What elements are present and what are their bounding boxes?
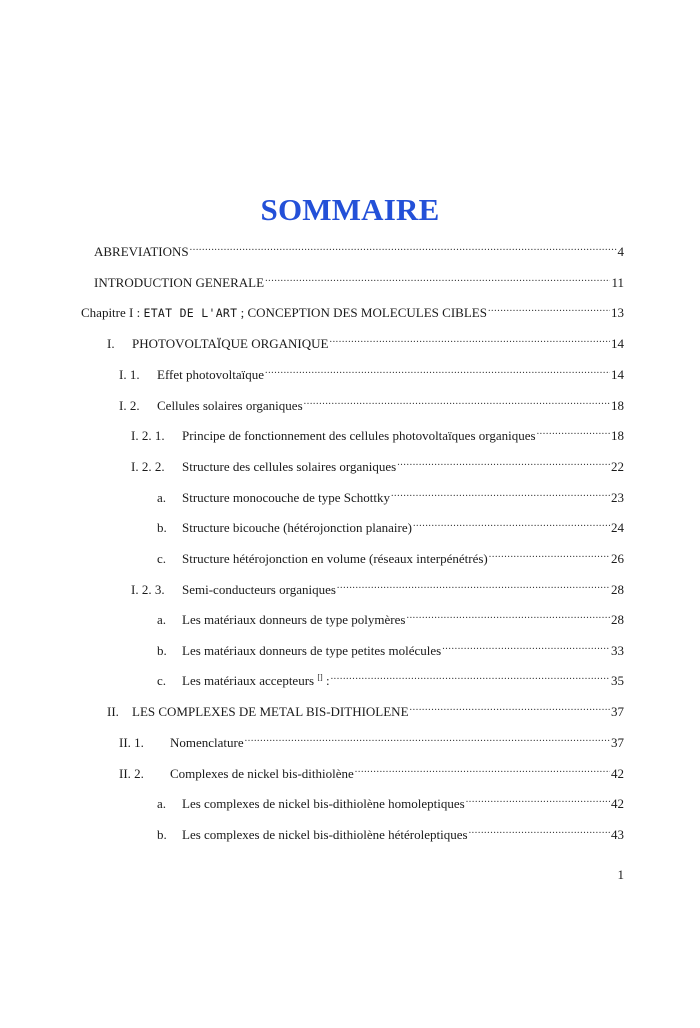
chapter-prefix: Chapitre I : [81, 305, 144, 320]
toc-leader-dots [355, 760, 610, 778]
toc-entry-page: 14 [611, 336, 624, 351]
toc-entry-label: ABREVIATIONS [94, 244, 189, 259]
toc-leader-dots [466, 790, 610, 808]
toc-entry-page: 23 [611, 490, 624, 505]
toc-entry-page: 42 [611, 796, 624, 811]
toc-entry-label: Structure des cellules solaires organiques [182, 459, 397, 474]
page-title: SOMMAIRE [260, 192, 440, 227]
toc-leader-dots [304, 392, 610, 410]
toc-entry-number: b. [157, 827, 167, 842]
toc-entry-number: a. [157, 612, 167, 627]
toc-entry-page: 18 [611, 398, 624, 413]
toc-leader-dots [329, 330, 610, 348]
toc-entry-page: 42 [611, 766, 624, 781]
toc-entry-page: 18 [611, 428, 624, 443]
toc-entry-abreviations[interactable] [94, 238, 624, 259]
toc-entry-number: II. [107, 704, 119, 719]
toc-entry-section-2-1[interactable] [119, 729, 624, 750]
toc-entry-label: Nomenclature [170, 735, 244, 750]
toc-leader-dots [406, 606, 610, 624]
toc-entry-label: Les matériaux donneurs de type polymères [182, 612, 406, 627]
toc-leader-dots [190, 238, 617, 256]
toc-entry-page: 22 [611, 459, 624, 474]
toc-entry-label: Structure bicouche (hétérojonction planaire) [182, 520, 412, 535]
toc-entry-label: Structure monocouche de type Schottky [182, 490, 390, 505]
toc-entry-page: 37 [611, 704, 624, 719]
page-number: 1 [617, 867, 624, 882]
toc-entry-section-1-2-1[interactable] [131, 422, 624, 443]
toc-entry-label: PHOTOVOLTAÏQUE ORGANIQUE [132, 336, 329, 351]
toc-entry-label: Semi-conducteurs organiques [182, 582, 336, 597]
toc-entry-number: a. [157, 490, 167, 505]
toc-entry-label: LES COMPLEXES DE METAL BIS-DITHIOLENE [132, 704, 409, 719]
toc-entry-section-2-2[interactable] [119, 760, 624, 781]
toc-entry-2-2-b[interactable] [157, 821, 624, 842]
toc-entry-page: 37 [611, 735, 624, 750]
toc-leader-dots [245, 729, 610, 747]
toc-entry-section-1[interactable] [107, 330, 624, 351]
toc-entry-label-text: Les matériaux accepteurs [182, 673, 315, 688]
toc-entry-label [182, 672, 330, 690]
toc-entry-number: I. 2. 2. [131, 459, 165, 474]
toc-entry-label: Les matériaux donneurs de type petites molécules [182, 643, 442, 658]
chapter-title-mono: ETAT DE L'ART [143, 306, 238, 320]
toc-entry-1-2-3-a[interactable] [157, 606, 624, 627]
toc-entry-page: 14 [611, 367, 624, 382]
toc-entry-label: Les complexes de nickel bis-dithiolène hétéroleptiques [182, 827, 468, 842]
toc-entry-number: I. 2. [119, 398, 140, 413]
toc-entry-section-2[interactable] [107, 698, 624, 719]
toc-entry-number: II. 2. [119, 766, 144, 781]
toc-leader-dots [489, 545, 610, 563]
toc-entry-number: a. [157, 796, 167, 811]
toc-entry-label: Effet photovoltaïque [157, 367, 264, 382]
toc-leader-dots [265, 361, 610, 379]
toc-entry-label: Cellules solaires organiques [157, 398, 303, 413]
toc-leader-dots [488, 299, 610, 317]
toc-leader-dots [413, 514, 610, 532]
toc-leader-dots [469, 821, 610, 839]
chapter-title-suffix: ; CONCEPTION DES MOLECULES CIBLES [237, 305, 487, 320]
toc-entry-label: Principe de fonctionnement des cellules photovoltaïques organiques [182, 428, 536, 443]
toc-leader-dots [331, 667, 610, 685]
toc-entry-number: c. [157, 551, 167, 566]
toc-entry-page: 28 [611, 612, 624, 627]
toc-entry-number: b. [157, 643, 167, 658]
toc-entry-label: Les complexes de nickel bis-dithiolène homoleptiques [182, 796, 465, 811]
toc-entry-number: I. 2. 3. [131, 582, 165, 597]
toc-entry-page: 35 [611, 673, 624, 688]
toc-entry-chapitre-1[interactable] [81, 299, 624, 320]
toc-entry-label: INTRODUCTION GENERALE [94, 275, 265, 290]
toc-entry-label-colon: : [322, 673, 330, 688]
toc-entry-1-2-2-c[interactable] [157, 545, 624, 566]
toc-entry-number: II. 1. [119, 735, 144, 750]
toc-entry-section-1-2-3[interactable] [131, 576, 624, 597]
toc-entry-1-2-2-a[interactable] [157, 484, 624, 505]
toc-entry-label: Complexes de nickel bis-dithiolène [170, 766, 354, 781]
toc-entry-page: 4 [617, 244, 624, 259]
toc-entry-page: 28 [611, 582, 624, 597]
toc-entry-1-2-3-b[interactable] [157, 637, 624, 658]
toc-leader-dots [391, 484, 610, 502]
citation-marker: [] [317, 673, 323, 682]
toc-entry-page: 43 [611, 827, 624, 842]
toc-entry-introduction[interactable] [94, 269, 624, 290]
toc-entry-page: 13 [611, 305, 624, 320]
toc-leader-dots [337, 576, 610, 594]
toc-entry-page: 33 [611, 643, 624, 658]
toc-leader-dots [410, 698, 610, 716]
toc-entry-section-1-2-2[interactable] [131, 453, 624, 474]
toc-entry-label: Structure hétérojonction en volume (réseaux interpénétrés) [182, 551, 488, 566]
toc-entry-1-2-2-b[interactable] [157, 514, 624, 535]
toc-entry-page: 11 [611, 275, 624, 290]
toc-entry-2-2-a[interactable] [157, 790, 624, 811]
toc-entry-1-2-3-c[interactable] [157, 667, 624, 688]
toc-leader-dots [265, 269, 610, 287]
toc-entry-page: 24 [611, 520, 624, 535]
toc-entry-label [81, 304, 487, 322]
toc-entry-number: I. [107, 336, 115, 351]
toc-entry-number: c. [157, 673, 167, 688]
toc-entry-page: 26 [611, 551, 624, 566]
toc-entry-number: I. 2. 1. [131, 428, 165, 443]
toc-entry-number: I. 1. [119, 367, 140, 382]
toc-entry-number: b. [157, 520, 167, 535]
toc-entry-section-1-1[interactable] [119, 361, 624, 382]
toc-entry-section-1-2[interactable] [119, 392, 624, 413]
toc-leader-dots [537, 422, 610, 440]
toc-leader-dots [442, 637, 610, 655]
toc-leader-dots [397, 453, 610, 471]
